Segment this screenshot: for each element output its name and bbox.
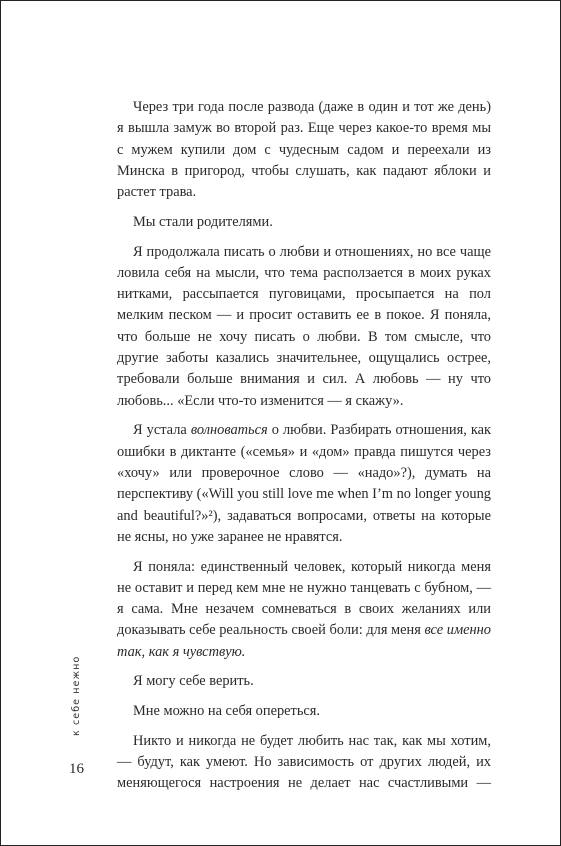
paragraph-7: Мне можно на себя опереться.	[133, 703, 321, 720]
paragraph-5-start: Я поняла: единственный человек, который никогда меня не оставит и перед кем мне не нужно танцевать с бубном, — я сама. Мне незачем сомневаться в своих желаниях или доказывать себе реальность своей боли: для меня	[117, 558, 491, 639]
body-text	[117, 97, 491, 795]
paragraph-5-emphasis: все именно так, как я чувствую.	[117, 622, 491, 660]
paragraph-1: Через три года после развода (даже в один и тот же день) я вышла замуж во второй раз. Еще через какое-то время мы с мужем купили дом с чудесным садом и переехали из Минска в пригород, чтобы слушать, как падают яблоки и растет трава.	[117, 99, 491, 201]
paragraph-4-end: о любви. Разбирать отношения, как ошибки в диктанте («семья» и «дом» правда пишутся через «хочу» или проверочное слово — «надо»?), думать на перспективу («Will you still love me when I’m no longer young and beautiful?»²), задаваться вопросами, ответы на которые не ясны, но уже заранее не нравятся.	[117, 422, 491, 545]
page-number: 16	[69, 761, 84, 777]
running-title: к себе нежно	[71, 655, 82, 736]
paragraph-5	[117, 557, 491, 663]
paragraph-8: Никто и никогда не будет любить нас так, как мы хотим, — будут, как умеют. Но зависимость от других людей, их меняющегося настроения не делает нас счастливыми —	[117, 732, 491, 792]
paragraph-6: Я могу себе верить.	[133, 673, 254, 690]
paragraph-4-emphasis: волноваться	[190, 422, 268, 439]
paragraph-2: Мы стали родителями.	[133, 213, 273, 230]
paragraph-4-start: Я устала	[133, 422, 191, 439]
paragraph-3: Я продолжала писать о любви и отношениях, но все чаще ловила себя на мысли, что тема расползается в моих руках нитками, рассыпается пуговицами, просыпается на пол мелким песком — и просит оставить ее в покое. Я поняла, что больше не хочу писать о любви. В том смысле, что другие заботы казались значительнее, ощущались острее, требовали больше внимания и сил. А любовь — ну что любовь... «Если что-то изменится — я скажу».	[117, 243, 491, 409]
paragraph-4	[117, 420, 491, 548]
